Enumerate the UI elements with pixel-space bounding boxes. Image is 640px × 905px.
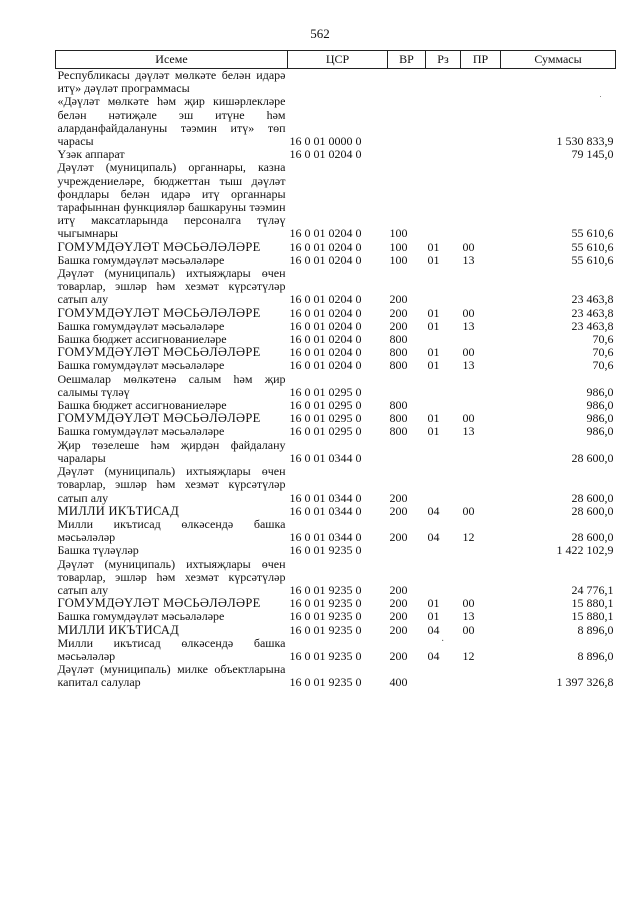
- cell-rz: 01: [427, 358, 440, 373]
- cell-sum: 55 610,6: [571, 226, 614, 241]
- cell-sum: 70,6: [592, 358, 614, 373]
- cell-pr: [461, 373, 501, 399]
- cell-pr: 00: [462, 503, 475, 518]
- cell-vr: 200: [389, 318, 408, 333]
- cell-pr: 12: [462, 648, 475, 663]
- scan-dot: [600, 96, 601, 97]
- cell-csr: 16 0 01 9235 0: [289, 622, 362, 637]
- cell-name: ГОМУМДӘҮЛӘТ МӘСЬӘЛӘЛӘРЕ: [57, 239, 261, 254]
- cell-name: Милли икътисад өлкәсендә башка мәсьәләләр: [57, 635, 286, 663]
- cell-sum: 28 600,0: [571, 490, 614, 505]
- table-row: [56, 610, 616, 623]
- cell-vr: [388, 439, 426, 465]
- cell-pr: 13: [462, 609, 475, 624]
- cell-vr: 100: [389, 226, 408, 241]
- cell-vr: [388, 373, 426, 399]
- cell-csr: [288, 69, 388, 96]
- cell-vr: 100: [389, 239, 408, 254]
- cell-name: Башка гомумдәүләт мәсьәләләре: [57, 358, 225, 373]
- cell-name: Дәүләт (муниципаль) ихтыяҗлары өчен товарлар, эшләр һәм хезмәт күрсәтүләр сатып алу: [57, 266, 286, 307]
- cell-csr: 16 0 01 0204 0: [289, 358, 362, 373]
- header-sum: Суммасы: [501, 51, 616, 69]
- cell-pr: 13: [462, 358, 475, 373]
- cell-sum: 55 610,6: [571, 252, 614, 267]
- cell-csr: 16 0 01 9235 0: [289, 675, 362, 690]
- cell-csr: 16 0 01 0295 0: [289, 384, 362, 399]
- cell-vr: 100: [389, 252, 408, 267]
- cell-csr: 16 0 01 0344 0: [289, 530, 362, 545]
- table-row: [56, 439, 616, 465]
- cell-sum: 1 530 833,9: [556, 134, 614, 149]
- cell-sum: 1 422 102,9: [556, 543, 614, 558]
- cell-vr: 800: [389, 358, 408, 373]
- cell-csr: 16 0 01 9235 0: [289, 582, 362, 597]
- table-row: [56, 425, 616, 438]
- cell-rz: 01: [427, 305, 440, 320]
- cell-rz: [426, 161, 461, 240]
- cell-sum: 70,6: [592, 345, 614, 360]
- cell-vr: 800: [389, 332, 408, 347]
- cell-rz: [426, 544, 461, 557]
- cell-name: «Дәүләт мөлкәте һәм җир кишәрлекләре белән нәтиҗәле эш итүне һәм аларданфайдалануны тәэмин итү» төп чарасы: [57, 94, 286, 149]
- cell-name: Җир төзелеше һәм җирдән файдалану чаралары: [57, 437, 286, 465]
- cell-pr: 00: [462, 305, 475, 320]
- cell-name: Башка түләүләр: [57, 543, 139, 558]
- cell-pr: [461, 161, 501, 240]
- cell-rz: 04: [427, 530, 440, 545]
- cell-name: ГОМУМДӘҮЛӘТ МӘСЬӘЛӘЛӘРЕ: [57, 345, 261, 360]
- cell-name: ГОМУМДӘҮЛӘТ МӘСЬӘЛӘЛӘРЕ: [57, 596, 261, 611]
- cell-rz: [426, 663, 461, 689]
- cell-csr: 16 0 01 0344 0: [289, 450, 362, 465]
- cell-pr: 13: [462, 424, 475, 439]
- cell-name: Башка гомумдәүләт мәсьәләләре: [57, 424, 225, 439]
- cell-sum: 8 896,0: [577, 648, 614, 663]
- cell-vr: 200: [389, 305, 408, 320]
- cell-csr: 16 0 01 9235 0: [289, 609, 362, 624]
- table-row: [56, 307, 616, 320]
- cell-sum: 28 600,0: [571, 503, 614, 518]
- table-row: [56, 161, 616, 240]
- cell-rz: 04: [427, 648, 440, 663]
- cell-sum: 986,0: [586, 398, 614, 413]
- cell-name: Башка гомумдәүләт мәсьәләләре: [57, 252, 225, 267]
- cell-sum: 28 600,0: [571, 450, 614, 465]
- cell-name: Башка бюджет ассигнованиеләре: [57, 332, 227, 347]
- cell-rz: 04: [427, 622, 440, 637]
- cell-pr: 12: [462, 530, 475, 545]
- cell-csr: 16 0 01 0000 0: [289, 134, 362, 149]
- table-row: [56, 359, 616, 372]
- cell-csr: 16 0 01 0204 0: [289, 147, 362, 162]
- cell-name: Оешмалар мөлкәтенә салым һәм җир салымы түләү: [57, 371, 286, 399]
- cell-name: МИЛЛИ ИКЪТИСАД: [57, 622, 180, 637]
- cell-rz: [426, 95, 461, 148]
- cell-vr: [388, 69, 426, 96]
- cell-sum: 986,0: [586, 424, 614, 439]
- cell-csr: 16 0 01 0204 0: [289, 305, 362, 320]
- cell-vr: 800: [389, 411, 408, 426]
- table-row: [56, 505, 616, 518]
- table-row: [56, 637, 616, 663]
- cell-pr: [461, 148, 501, 161]
- cell-sum: 15 880,1: [571, 609, 614, 624]
- cell-csr: 16 0 01 0344 0: [289, 503, 362, 518]
- cell-vr: 800: [389, 345, 408, 360]
- cell-name: Башка гомумдәүләт мәсьәләләре: [57, 609, 225, 624]
- cell-name: Милли икътисад өлкәсендә башка мәсьәләләр: [57, 516, 286, 545]
- cell-sum: 23 463,8: [571, 318, 614, 333]
- page-number: 562: [310, 26, 330, 41]
- header-vr: ВР: [388, 51, 426, 69]
- cell-name: Дәүләт (муниципаль) милке объектларына капитал салулар: [57, 662, 286, 690]
- header-pr: ПР: [461, 51, 501, 69]
- table-row: [56, 558, 616, 598]
- cell-pr: [461, 439, 501, 465]
- cell-pr: [461, 465, 501, 505]
- cell-rz: 01: [427, 609, 440, 624]
- cell-vr: 200: [389, 292, 408, 307]
- table-row: [56, 241, 616, 254]
- cell-vr: 200: [389, 596, 408, 611]
- table-row: [56, 544, 616, 557]
- cell-sum: [501, 69, 616, 96]
- cell-pr: 00: [462, 239, 475, 254]
- budget-table: [55, 50, 616, 690]
- cell-sum: 23 463,8: [571, 292, 614, 307]
- cell-name: Дәүләт (муниципаль) органнары, казна учреждениеләре, бюджеттан тыш дәүләт фондлары белән идарә итү органнары тарафыннан функцияләр башкаруны тәэмин итү максатларында персоналга түләү чыгымнары: [57, 160, 286, 241]
- header-name: Исеме: [56, 51, 288, 69]
- cell-vr: 200: [389, 490, 408, 505]
- table-row: [56, 518, 616, 544]
- cell-vr: 200: [389, 582, 408, 597]
- cell-pr: [461, 69, 501, 96]
- table-header-row: [56, 51, 616, 69]
- cell-csr: 16 0 01 0295 0: [289, 424, 362, 439]
- cell-csr: 16 0 01 0204 0: [289, 252, 362, 267]
- cell-rz: 01: [427, 424, 440, 439]
- cell-pr: 13: [462, 252, 475, 267]
- cell-pr: [461, 663, 501, 689]
- table-row: [56, 69, 616, 96]
- cell-name: Үзәк аппарат: [57, 147, 125, 162]
- cell-pr: 00: [462, 596, 475, 611]
- cell-rz: [426, 373, 461, 399]
- cell-name: Республикасы дәүләт мөлкәте белән идарә итү» дәүләт программасы: [57, 68, 286, 96]
- cell-name: ГОМУМДӘҮЛӘТ МӘСЬӘЛӘЛӘРЕ: [57, 305, 261, 320]
- cell-vr: 800: [389, 398, 408, 413]
- header-csr: ЦСР: [288, 51, 388, 69]
- table-row: [56, 267, 616, 307]
- cell-name: Дәүләт (муниципаль) ихтыяҗлары өчен товарлар, эшләр һәм хезмәт күрсәтүләр сатып алу: [57, 464, 286, 505]
- cell-sum: 24 776,1: [571, 582, 614, 597]
- cell-csr: 16 0 01 0204 0: [289, 292, 362, 307]
- cell-sum: 70,6: [592, 332, 614, 347]
- cell-sum: 55 610,6: [571, 239, 614, 254]
- cell-pr: [461, 267, 501, 307]
- cell-rz: 01: [427, 239, 440, 254]
- cell-rz: 01: [427, 318, 440, 333]
- table-row: [56, 373, 616, 399]
- cell-sum: 79 145,0: [571, 147, 614, 162]
- cell-vr: [388, 95, 426, 148]
- cell-csr: 16 0 01 0204 0: [289, 332, 362, 347]
- header-rz: Рз: [426, 51, 461, 69]
- cell-vr: 800: [389, 424, 408, 439]
- cell-name: Башка бюджет ассигнованиеләре: [57, 398, 227, 413]
- cell-sum: 15 880,1: [571, 596, 614, 611]
- cell-pr: [461, 544, 501, 557]
- cell-rz: [426, 267, 461, 307]
- cell-vr: 200: [389, 530, 408, 545]
- table-body: [56, 69, 616, 690]
- cell-csr: 16 0 01 0344 0: [289, 490, 362, 505]
- cell-csr: 16 0 01 0295 0: [289, 411, 362, 426]
- cell-pr: 00: [462, 345, 475, 360]
- table-row: [56, 95, 616, 148]
- cell-csr: 16 0 01 0204 0: [289, 345, 362, 360]
- cell-pr: 00: [462, 622, 475, 637]
- cell-vr: 200: [389, 503, 408, 518]
- cell-csr: 16 0 01 9235 0: [289, 596, 362, 611]
- cell-rz: 04: [427, 503, 440, 518]
- cell-csr: 16 0 01 0204 0: [289, 239, 362, 254]
- cell-sum: 1 397 326,8: [556, 675, 614, 690]
- cell-pr: 13: [462, 318, 475, 333]
- cell-csr: 16 0 01 0295 0: [289, 398, 362, 413]
- scan-mark: ·: [441, 636, 445, 647]
- table-row: [56, 624, 616, 637]
- cell-csr: 16 0 01 9235 0: [289, 648, 362, 663]
- cell-rz: [426, 439, 461, 465]
- table-row: [56, 663, 616, 689]
- cell-rz: 01: [427, 345, 440, 360]
- cell-sum: 28 600,0: [571, 530, 614, 545]
- cell-vr: 400: [389, 675, 408, 690]
- cell-pr: [461, 558, 501, 598]
- cell-pr: [461, 95, 501, 148]
- cell-csr: 16 0 01 0204 0: [289, 318, 362, 333]
- cell-vr: 200: [389, 622, 408, 637]
- cell-name: ГОМУМДӘҮЛӘТ МӘСЬӘЛӘЛӘРЕ: [57, 411, 261, 426]
- cell-rz: 01: [427, 252, 440, 267]
- cell-name: Башка гомумдәүләт мәсьәләләре: [57, 318, 225, 333]
- cell-rz: [426, 558, 461, 598]
- cell-sum: 23 463,8: [571, 305, 614, 320]
- cell-rz: 01: [427, 596, 440, 611]
- cell-rz: 01: [427, 411, 440, 426]
- table-row: [56, 465, 616, 505]
- cell-pr: 00: [462, 411, 475, 426]
- cell-vr: [388, 544, 426, 557]
- cell-rz: [426, 465, 461, 505]
- cell-sum: 986,0: [586, 384, 614, 399]
- cell-sum: 8 896,0: [577, 622, 614, 637]
- cell-name: МИЛЛИ ИКЪТИСАД: [57, 503, 180, 518]
- cell-rz: [426, 69, 461, 96]
- cell-sum: 986,0: [586, 411, 614, 426]
- cell-vr: [388, 148, 426, 161]
- cell-csr: 16 0 01 9235 0: [289, 543, 362, 558]
- cell-csr: 16 0 01 0204 0: [289, 226, 362, 241]
- cell-vr: 200: [389, 609, 408, 624]
- cell-vr: 200: [389, 648, 408, 663]
- cell-rz: [426, 148, 461, 161]
- cell-name: Дәүләт (муниципаль) ихтыяҗлары өчен товарлар, эшләр һәм хезмәт күрсәтүләр сатып алу: [57, 556, 286, 597]
